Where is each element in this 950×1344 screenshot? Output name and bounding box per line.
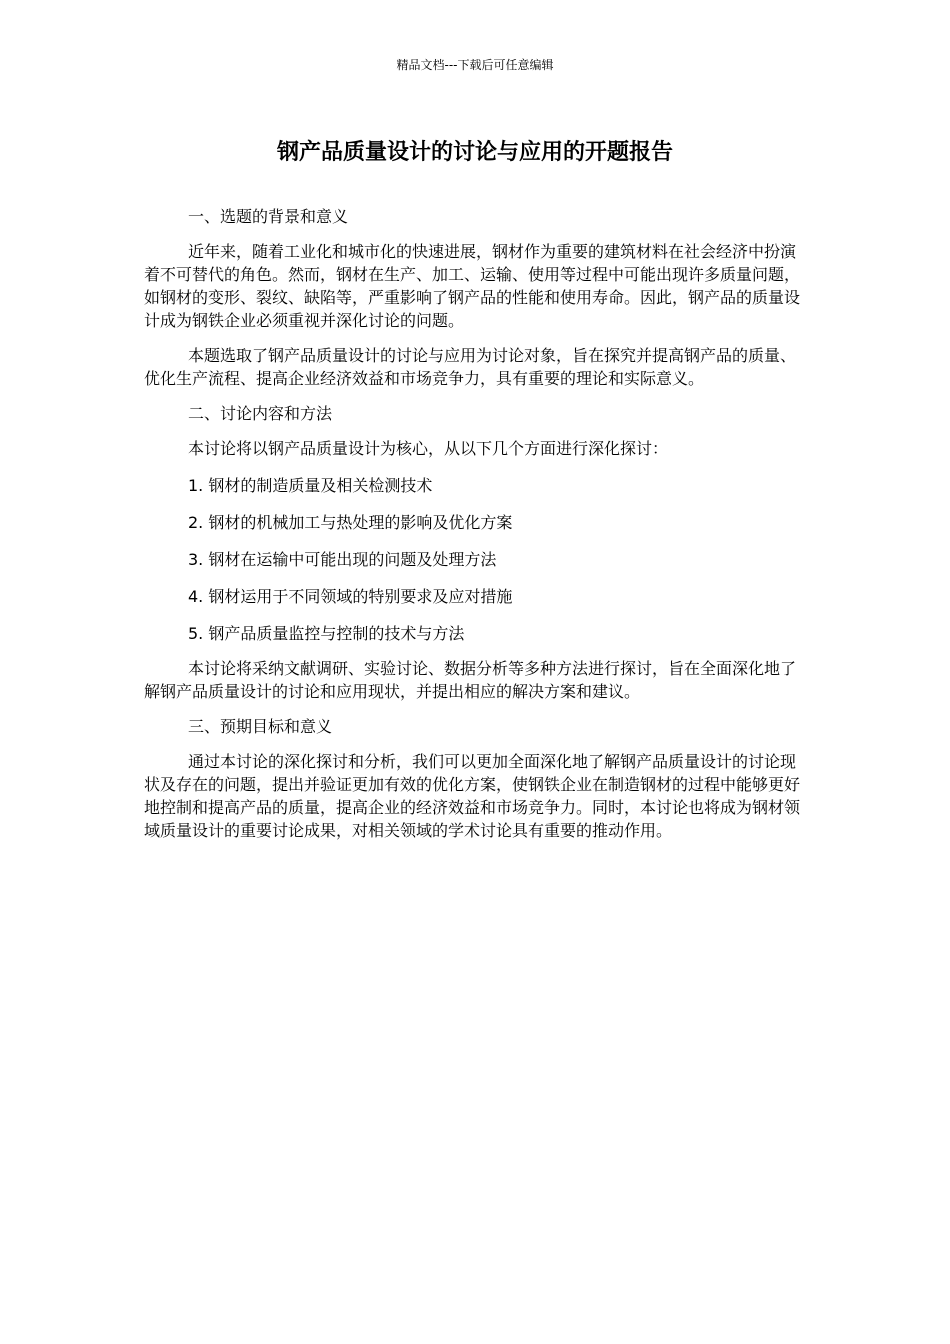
- paragraph-content-intro: 本讨论将以钢产品质量设计为核心，从以下几个方面进行深化探讨：: [188, 439, 669, 458]
- list-item: 1. 钢材的制造质量及相关检测技术: [188, 476, 433, 495]
- page-header: 精品文档---下载后可任意编辑: [396, 58, 554, 72]
- list-item: 3. 钢材在运输中可能出现的问题及处理方法: [188, 550, 497, 569]
- list-item: 2. 钢材的机械加工与热处理的影响及优化方案: [188, 513, 513, 532]
- paragraph-methods: 本讨论将采纳文献调研、实验讨论、数据分析等多种方法进行探讨，旨在全面深化地了解钢产品质量设计的讨论和应用现状，并提出相应的解决方案和建议。: [144, 659, 797, 701]
- section-heading-content-methods: 二、讨论内容和方法: [188, 404, 333, 423]
- section-heading-goals: 三、预期目标和意义: [188, 717, 333, 736]
- list-item: 4. 钢材运用于不同领域的特别要求及应对措施: [188, 587, 513, 606]
- paragraph-background: 近年来，随着工业化和城市化的快速进展，钢材作为重要的建筑材料在社会经济中扮演着不可替代的角色。然而，钢材在生产、加工、运输、使用等过程中可能出现许多质量问题，如钢材的变形、裂纹、缺陷等，严重影响了钢产品的性能和使用寿命。因此，钢产品的质量设计成为钢铁企业必须重视并深化讨论的问题。: [144, 242, 801, 330]
- document-body: [144, 205, 806, 842]
- paragraph-purpose: 本题选取了钢产品质量设计的讨论与应用为讨论对象，旨在探究并提高钢产品的质量、优化生产流程、提高企业经济效益和市场竞争力，具有重要的理论和实际意义。: [144, 346, 797, 388]
- list-item: 5. 钢产品质量监控与控制的技术与方法: [188, 624, 465, 643]
- paragraph-goals: 通过本讨论的深化探讨和分析，我们可以更加全面深化地了解钢产品质量设计的讨论现状及存在的问题，提出并验证更加有效的优化方案，使钢铁企业在制造钢材的过程中能够更好地控制和提高产品的质量，提高企业的经济效益和市场竞争力。同时，本讨论也将成为钢材领域质量设计的重要讨论成果，对相关领域的学术讨论具有重要的推动作用。: [144, 752, 801, 840]
- document-title: 钢产品质量设计的讨论与应用的开题报告: [276, 140, 673, 165]
- section-heading-background: 一、选题的背景和意义: [188, 207, 349, 226]
